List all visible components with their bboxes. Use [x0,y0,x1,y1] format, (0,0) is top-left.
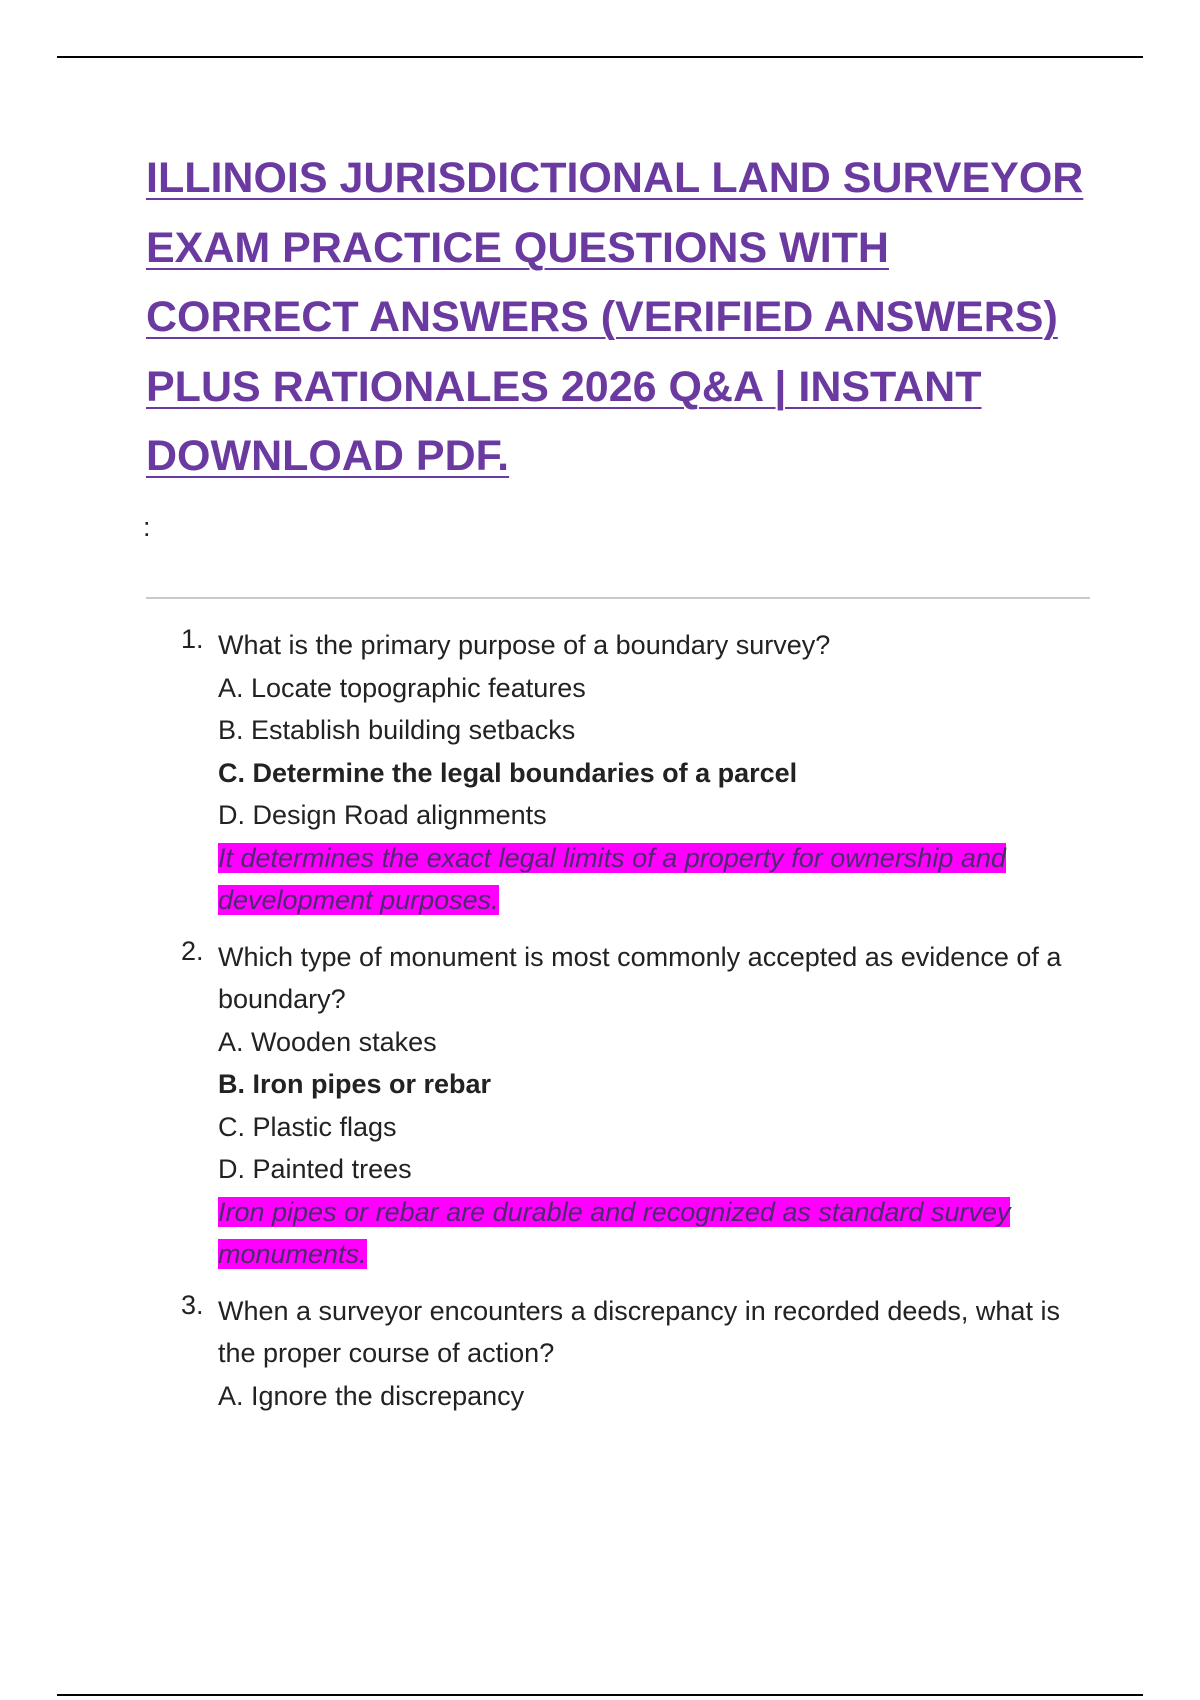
option-c-correct: C. Determine the legal boundaries of a parcel [218,757,798,788]
top-rule [57,56,1143,58]
question-text: Which type of monument is most commonly accepted as evidence of a boundary? [218,941,1062,1014]
rationale-text: Iron pipes or rebar are durable and recognized as standard survey monuments. [218,1196,1011,1269]
section-divider [146,597,1090,599]
option-d: D. Design Road alignments [218,800,547,830]
question-item [146,624,1096,922]
rationale-highlight [218,1191,1096,1276]
question-text: When a surveyor encounters a discrepancy in recorded deeds, what is the proper course of action? [218,1295,1060,1368]
rationale-text: It determines the exact legal limits of a property for ownership and development purposes. [218,842,1006,915]
question-number: 1. [181,624,204,654]
question-number: 3. [181,1289,204,1320]
bottom-rule [57,1694,1143,1696]
option-d: D. Painted trees [218,1154,412,1184]
option-b: B. Establish building setbacks [218,715,576,745]
option-c: C. Plastic flags [218,1111,397,1142]
option-a: A. Locate topographic features [218,672,586,703]
question-number: 2. [181,935,204,966]
question-item [146,936,1096,1276]
question-text: What is the primary purpose of a boundary survey? [218,630,831,660]
colon-mark: : [143,512,151,542]
question-list [146,624,1096,1431]
document-title: ILLINOIS JURISDICTIONAL LAND SURVEYOR EXAM PRACTICE QUESTIONS WITH CORRECT ANSWERS (VERIFIED ANSWERS) PLUS RATIONALES 2026 Q&A | INSTANT DOWNLOAD PDF. [146,154,1084,480]
option-a: A. Ignore the discrepancy [218,1380,525,1411]
option-a: A. Wooden stakes [218,1026,437,1057]
option-b-correct: B. Iron pipes or rebar [218,1069,492,1099]
rationale-highlight [218,837,1096,922]
question-item [146,1290,1096,1418]
